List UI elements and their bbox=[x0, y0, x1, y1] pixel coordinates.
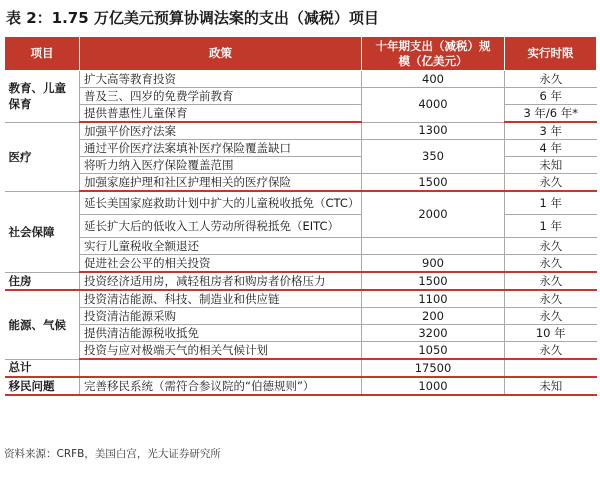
policy-cell: 将听力纳入医疗保险覆盖范围 bbox=[80, 157, 362, 174]
policy-cell: 延长美国家庭救助计划中扩大的儿童税收抵免（CTC） bbox=[80, 191, 362, 215]
total-label: 总计 bbox=[5, 359, 80, 377]
period-cell: 永久 bbox=[505, 255, 597, 273]
header-period: 实行时限 bbox=[505, 37, 597, 71]
amount-cell: 1500 bbox=[362, 272, 505, 290]
category-energy-climate: 能源、气候 bbox=[5, 290, 80, 359]
category-medical: 医疗 bbox=[5, 122, 80, 191]
policy-cell: 普及三、四岁的免费学前教育 bbox=[80, 88, 362, 105]
table-row bbox=[5, 255, 597, 273]
category-education: 教育、儿童保育 bbox=[5, 71, 80, 123]
policy-cell: 投资与应对极端天气的相关气候计划 bbox=[80, 342, 362, 360]
period-cell: 10 年 bbox=[505, 325, 597, 342]
policy-cell: 加强家庭护理和社区护理相关的医疗保险 bbox=[80, 174, 362, 192]
period-cell: 4 年 bbox=[505, 140, 597, 157]
policy-cell: 投资经济适用房，减轻租房者和购房者价格压力 bbox=[80, 272, 362, 290]
policy-cell: 提供普惠性儿童保育 bbox=[80, 105, 362, 123]
source-note: 资料来源：CRFB，美国白宫，光大证券研究所 bbox=[4, 448, 221, 460]
table-row bbox=[5, 105, 597, 123]
amount-cell: 1050 bbox=[362, 342, 505, 360]
table-title: 表 2：1.75 万亿美元预算协调法案的支出（减税）项目 bbox=[6, 9, 379, 27]
amount-cell: 900 bbox=[362, 255, 505, 273]
category-social-security: 社会保障 bbox=[5, 191, 80, 272]
amount-cell: 350 bbox=[362, 140, 505, 174]
period-cell: 3 年 bbox=[505, 122, 597, 140]
policy-cell: 投资清洁能源、科技、制造业和供应链 bbox=[80, 290, 362, 308]
period-cell: 未知 bbox=[505, 157, 597, 174]
table-row bbox=[5, 342, 597, 360]
amount-cell: 1500 bbox=[362, 174, 505, 192]
period-cell: 1 年 bbox=[505, 215, 597, 238]
policy-cell: 加强平价医疗法案 bbox=[80, 122, 362, 140]
table-row bbox=[5, 71, 597, 88]
table-row bbox=[5, 191, 597, 215]
policy-cell: 延长扩大后的低收入工人劳动所得税抵免（EITC） bbox=[80, 215, 362, 238]
period-cell: 永久 bbox=[505, 174, 597, 192]
table-row bbox=[5, 377, 597, 395]
policy-cell: 完善移民系统（需符合参议院的“伯德规则”） bbox=[80, 377, 362, 395]
period-cell: 永久 bbox=[505, 290, 597, 308]
period-cell: 永久 bbox=[505, 308, 597, 325]
period-cell: 1 年 bbox=[505, 191, 597, 215]
table-row bbox=[5, 140, 597, 157]
budget-table bbox=[4, 36, 597, 396]
header-amount: 十年期支出（减税）规模（亿美元） bbox=[362, 37, 505, 71]
total-row bbox=[5, 359, 597, 377]
policy-cell bbox=[80, 359, 362, 377]
amount-cell: 1100 bbox=[362, 290, 505, 308]
table-row bbox=[5, 157, 597, 174]
policy-cell: 提供清洁能源税收抵免 bbox=[80, 325, 362, 342]
amount-cell: 2000 bbox=[362, 191, 505, 238]
amount-cell: 1300 bbox=[362, 122, 505, 140]
table-row bbox=[5, 174, 597, 192]
policy-cell: 实行儿童税收全额退还 bbox=[80, 238, 362, 255]
category-immigration: 移民问题 bbox=[5, 377, 80, 395]
category-housing: 住房 bbox=[5, 272, 80, 290]
amount-cell bbox=[362, 238, 505, 255]
amount-cell: 3200 bbox=[362, 325, 505, 342]
policy-cell: 促进社会公平的相关投资 bbox=[80, 255, 362, 273]
table-row bbox=[5, 290, 597, 308]
policy-cell: 通过平价医疗法案填补医疗保险覆盖缺口 bbox=[80, 140, 362, 157]
period-cell: 永久 bbox=[505, 71, 597, 88]
table-row bbox=[5, 215, 597, 238]
amount-cell: 200 bbox=[362, 308, 505, 325]
table-row bbox=[5, 122, 597, 140]
policy-cell: 投资清洁能源采购 bbox=[80, 308, 362, 325]
period-cell: 永久 bbox=[505, 342, 597, 360]
period-cell: 永久 bbox=[505, 272, 597, 290]
period-cell bbox=[505, 359, 597, 377]
amount-cell: 4000 bbox=[362, 88, 505, 123]
header-item: 项目 bbox=[5, 37, 80, 71]
amount-cell: 400 bbox=[362, 71, 505, 88]
table-row bbox=[5, 238, 597, 255]
header-row bbox=[5, 37, 597, 71]
period-cell: 6 年 bbox=[505, 88, 597, 105]
header-policy: 政策 bbox=[80, 37, 362, 71]
table-row bbox=[5, 308, 597, 325]
table-row bbox=[5, 325, 597, 342]
period-cell: 未知 bbox=[505, 377, 597, 395]
total-amount: 17500 bbox=[362, 359, 505, 377]
period-cell: 永久 bbox=[505, 238, 597, 255]
table-row bbox=[5, 88, 597, 105]
policy-cell: 扩大高等教育投资 bbox=[80, 71, 362, 88]
amount-cell: 1000 bbox=[362, 377, 505, 395]
table-row bbox=[5, 272, 597, 290]
period-cell: 3 年/6 年* bbox=[505, 105, 597, 123]
